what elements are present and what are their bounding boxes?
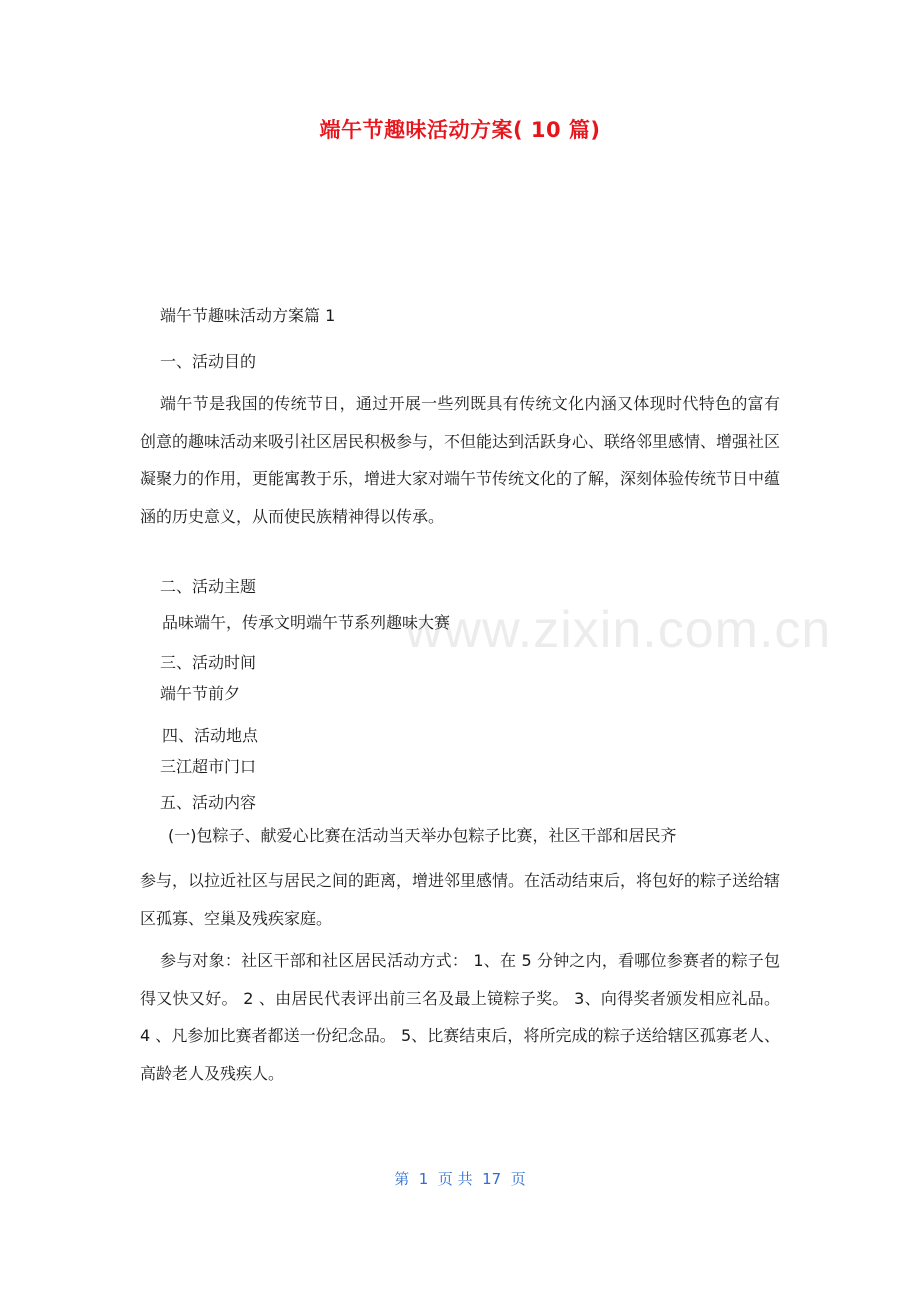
- participants-paragraph: 参与对象：社区干部和社区居民活动方式： 1、在 5 分钟之内，看哪位参赛者的粽子包得又快又好。 2 、由居民代表评出前三名及最上镜粽子奖。 3、向得奖者颁发相应礼品。 4 、凡参加比赛者都送一份纪念品。 5、比赛结束后，将所完成的粽子送给辖区孤寡老人、高龄老人及残疾人。: [140, 951, 780, 1083]
- page-number: 第 1 页 共 17 页: [394, 1170, 526, 1188]
- section-heading: 端午节趣味活动方案篇 1: [160, 306, 336, 325]
- document-title: 端午节趣味活动方案( 10 篇): [319, 118, 601, 142]
- paragraph-purpose: 端午节是我国的传统节日，通过开展一些列既具有传统文化内涵又体现时代特色的富有创意的趣味活动来吸引社区居民积极参与，不但能达到活跃身心、联络邻里感情、增强社区凝聚力的作用，更能寓教于乐，增进大家对端午节传统文化的了解，深刻体验传统节日中蕴涵的历史意义，从而使民族精神得以传承。: [140, 394, 781, 526]
- theme-text: 品味端午，传承文明端午节系列趣味大赛: [162, 613, 451, 632]
- watermark: www.zixin.com.cn: [405, 601, 832, 659]
- content-paragraph: 参与，以拉近社区与居民之间的距离，增进邻里感情。在活动结束后，将包好的粽子送给辖区孤寡、空巢及残疾家庭。: [140, 871, 781, 928]
- content-paragraph-first-line: (一)包粽子、献爱心比赛在活动当天举办包粽子比赛，社区干部和居民齐: [168, 826, 677, 845]
- heading-time: 三、活动时间: [160, 653, 257, 672]
- time-text: 端午节前夕: [160, 684, 241, 703]
- place-text: 三江超市门口: [160, 757, 257, 776]
- heading-content: 五、活动内容: [160, 793, 257, 812]
- heading-theme: 二、活动主题: [160, 577, 257, 596]
- heading-purpose: 一、活动目的: [160, 352, 257, 371]
- heading-place: 四、活动地点: [162, 726, 259, 745]
